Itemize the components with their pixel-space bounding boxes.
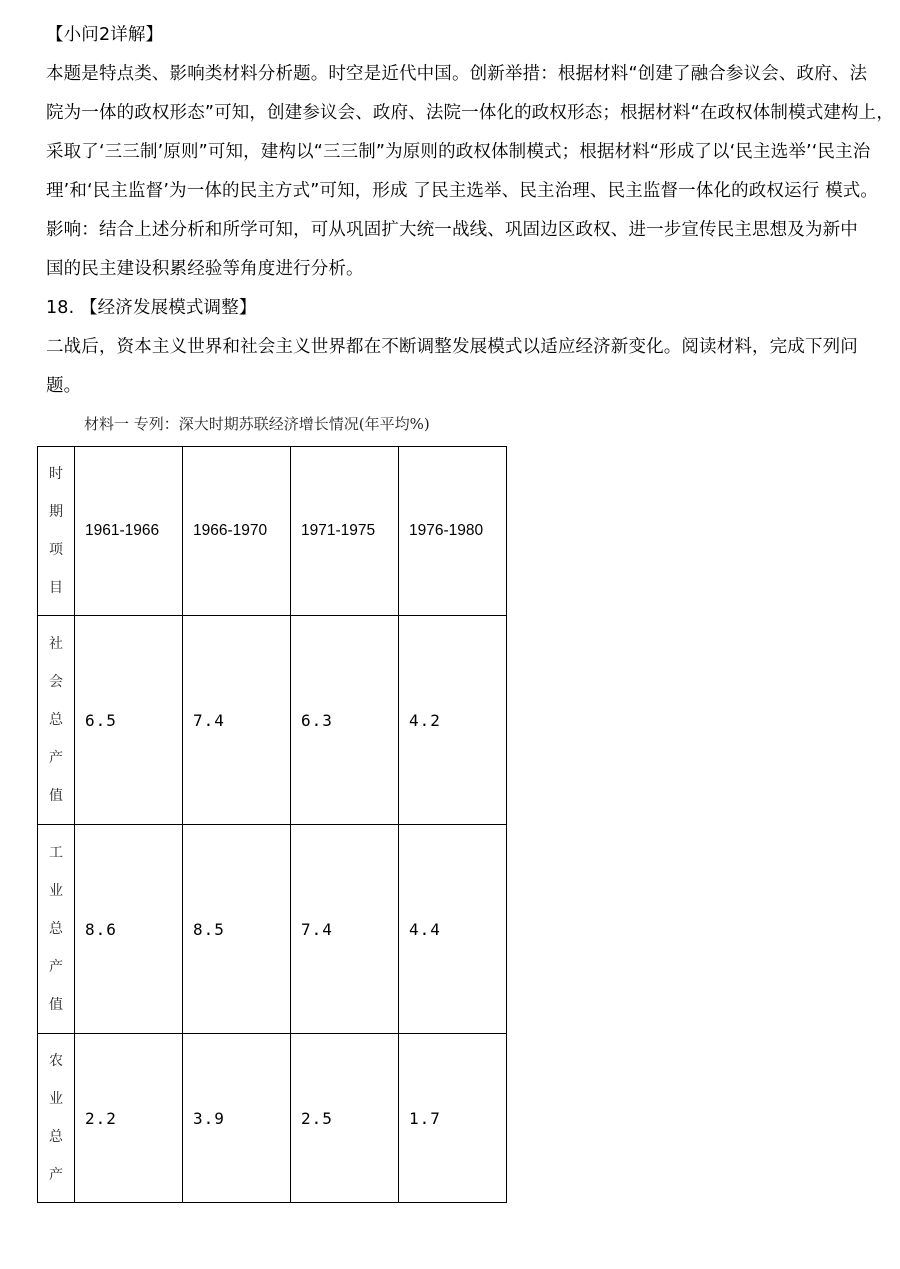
value-cell: 8.5 [183,825,291,1034]
paragraph-line: 院为一体的政权形态”可知，创建参议会、政府、法院一体化的政权形态；根据材料“在政权体制模式建构上， [46,103,894,123]
table-caption: 材料一 专列：深大时期苏联经济增长情况(年平均%) [84,415,430,433]
paragraph-line: 采取了‘三三制’原则”可知，建构以“三三制”为原则的政权体制模式；根据材料“形成了以‘民主选举’‘民主治 [46,142,871,162]
row-label-char: 业 [49,883,63,899]
growth-table [37,446,507,1203]
value-cell: 6.3 [291,616,399,825]
question-intro-line: 题。 [46,376,82,396]
row-label-cell [38,616,75,825]
row-label-char: 农 [49,1053,63,1069]
header-label-char: 项 [49,542,63,558]
row-label-cell [38,825,75,1034]
value-cell: 2.5 [291,1034,399,1203]
row-label-cell [38,1034,75,1203]
row-label-char: 总 [49,712,63,728]
header-label-char: 期 [49,504,63,520]
row-label-char: 业 [49,1091,63,1107]
value-cell: 1.7 [399,1034,507,1203]
row-label-char: 值 [49,788,63,804]
table-row [38,616,507,825]
value-cell: 4.2 [399,616,507,825]
value-cell: 4.4 [399,825,507,1034]
row-label-char: 工 [49,845,63,861]
paragraph-line: 影响：结合上述分析和所学可知，可从巩固扩大统一战线、巩固边区政权、进一步宣传民主思想及为新中 [46,220,858,240]
question-heading: 18. 【经济发展模式调整】 [46,298,257,318]
answer-heading: 【小问2详解】 [46,25,164,45]
row-label-char: 产 [49,750,63,766]
paragraph-line: 理’和‘民主监督’为一体的民主方式”可知，形成 了民主选举、民主治理、民主监督一体化的政权运行 模式。 [46,181,879,201]
table-header-row [38,447,507,616]
value-cell: 6.5 [75,616,183,825]
header-label-char: 目 [49,580,63,596]
value-cell: 7.4 [183,616,291,825]
row-label-char: 产 [49,959,63,975]
header-label-char: 时 [49,466,63,482]
row-label-char: 社 [49,636,63,652]
paragraph-line: 本题是特点类、影响类材料分析题。时空是近代中国。创新举措：根据材料“创建了融合参议会、政府、法 [46,64,868,84]
row-label-char: 值 [49,997,63,1013]
period-header-cell: 1976-1980 [399,447,507,616]
row-label-char: 总 [49,921,63,937]
table-row [38,1034,507,1203]
period-header-cell: 1961-1966 [75,447,183,616]
value-cell: 7.4 [291,825,399,1034]
table-row [38,825,507,1034]
row-label-char: 会 [49,674,63,690]
header-label-cell [38,447,75,616]
value-cell: 2.2 [75,1034,183,1203]
row-label-char: 总 [49,1129,63,1145]
period-header-cell: 1971-1975 [291,447,399,616]
question-intro-line: 二战后，资本主义世界和社会主义世界都在不断调整发展模式以适应经济新变化。阅读材料，完成下列问 [46,337,858,357]
paragraph-line: 国的民主建设积累经验等角度进行分析。 [46,259,364,279]
period-header-cell: 1966-1970 [183,447,291,616]
value-cell: 3.9 [183,1034,291,1203]
row-label-char: 产 [49,1167,63,1183]
value-cell: 8.6 [75,825,183,1034]
